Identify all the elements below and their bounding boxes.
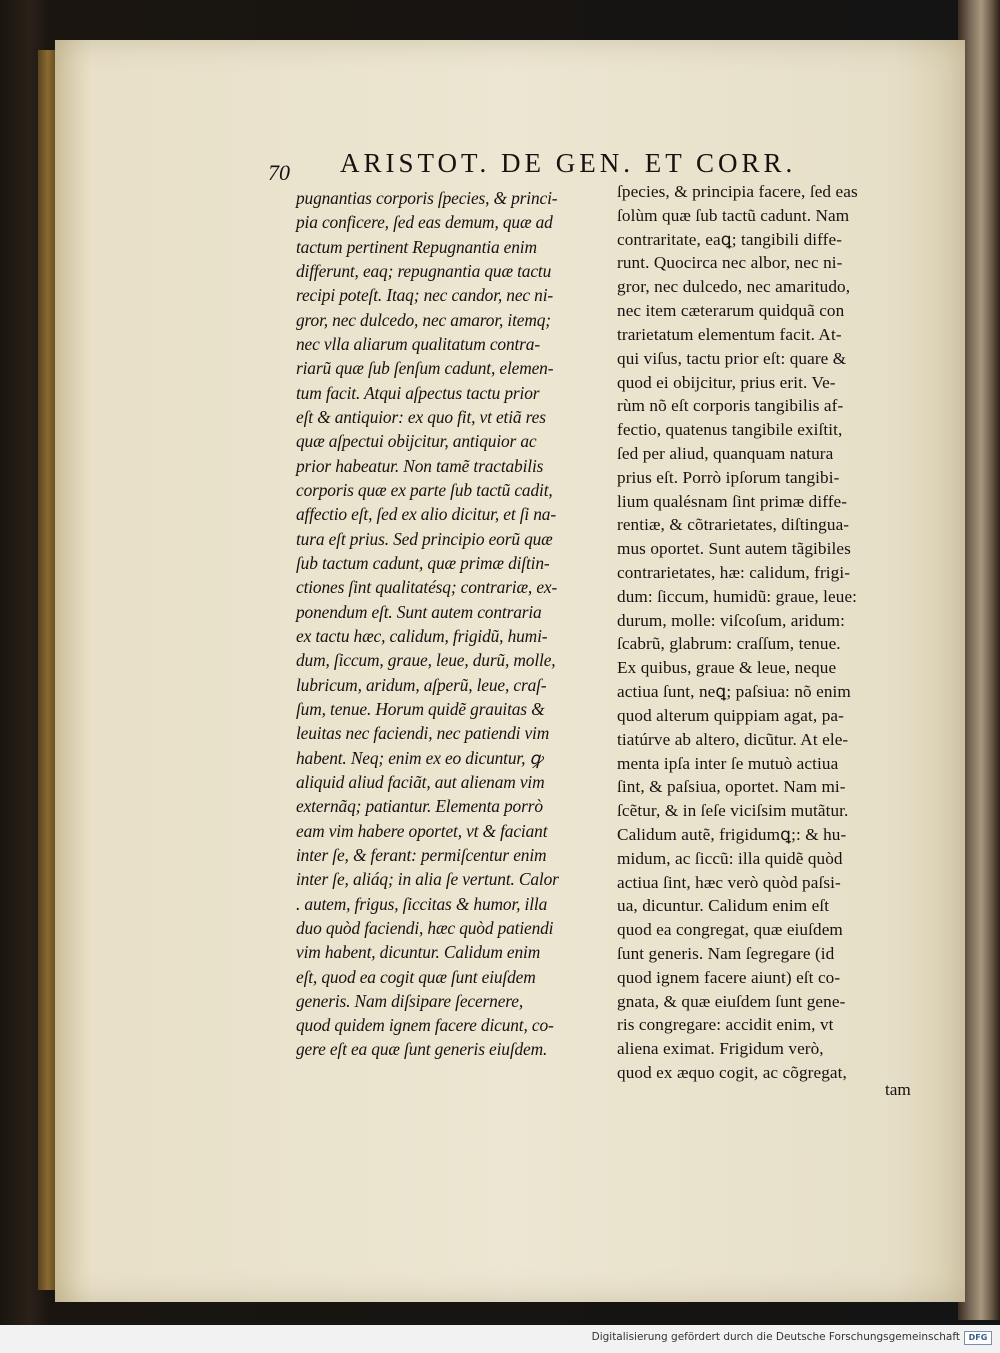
text-line: ſint, & paſsiua, oportet. Nam mi- <box>617 777 846 797</box>
text-line: eam vim habere oportet, vt & faciant <box>296 820 548 841</box>
text-line: quod ea congregat, quæ eiuſdem <box>617 920 843 940</box>
text-line: actiua ſunt, neꝗ; paſsiua: nõ enim <box>617 682 851 702</box>
text-line: nec item cæterarum quidquã con <box>617 301 845 321</box>
latin-translation-column <box>296 186 618 1062</box>
text-line: trarietatum elementum facit. At- <box>617 324 842 344</box>
text-line: corporis quæ ex parte ſub tactũ cadit, <box>296 479 553 500</box>
text-line: rùm nõ eſt corporis tangibilis af- <box>617 396 844 416</box>
text-line: ſcabrũ, glabrum: craſſum, tenue. <box>617 634 841 654</box>
text-line: gnata, & quæ eiuſdem ſunt gene- <box>617 991 846 1011</box>
text-line: tactum pertinent Repugnantia enim <box>296 236 537 257</box>
text-line: eſt & antiquior: ex quo fit, vt etiã res <box>296 406 546 427</box>
text-line: contrarietates, hæ: calidum, frigi- <box>617 563 851 582</box>
running-head: ARISTOT. DE GEN. ET CORR. <box>340 148 797 178</box>
text-line: vim habent, dicuntur. Calidum enim <box>296 942 541 963</box>
text-line: leuitas nec faciendi, nec patiendi vim <box>296 723 550 744</box>
text-line: contraritate, eaꝗ; tangibili diffe- <box>617 229 843 249</box>
text-line: Calidum autẽ, frigidumꝗ;: & hu- <box>617 824 847 844</box>
text-line: generis. Nam diſsipare ſecernere, <box>296 990 524 1011</box>
text-line: affectio eſt, ſed ex alio dicitur, et ſi na- <box>296 504 556 525</box>
text-line: fectio, quatenus tangibile exiſtit, <box>617 420 843 440</box>
latin-text-column <box>617 180 933 1085</box>
text-line: ſub tactum cadunt, quæ primæ diſtin- <box>296 552 550 573</box>
text-line: durum, molle: viſcoſum, aridum: <box>617 610 845 630</box>
text-line: ſed per aliud, quanquam natura <box>617 443 834 463</box>
text-line: quod ignem facere aiunt) eſt co- <box>617 967 841 987</box>
catchword: tam <box>885 1080 911 1099</box>
text-line: quod ex æquo cogit, ac cõgregat, <box>617 1063 847 1083</box>
text-line: lubricum, aridum, aſperũ, leue, craſ- <box>296 674 547 695</box>
text-line: pia conficere, ſed eas demum, quæ ad <box>296 212 553 233</box>
text-line: ſolùm quæ ſub tactũ cadunt. Nam <box>617 205 850 225</box>
text-line: differunt, eaq; repugnantia quæ tactu <box>296 260 552 281</box>
funding-credit: Digitalisierung gefördert durch die Deutsche Forschungsgemeinschaft <box>591 1331 960 1343</box>
text-line: ctiones ſint qualitatésq; contrariæ, ex- <box>296 577 558 598</box>
footer-bar <box>0 1325 1000 1353</box>
text-line: quæ aſpectui obijcitur, antiquior ac <box>296 431 537 452</box>
text-line: gere eſt ea quæ ſunt generis eiuſdem. <box>296 1039 548 1060</box>
text-line: . autem, frigus, ſiccitas & humor, illa <box>296 893 548 914</box>
page-number: 70 <box>268 160 290 185</box>
text-line: habent. Neq; enim ex eo dicuntur, ꝙ <box>296 747 543 768</box>
text-line: externãq; patiantur. Elementa porrò <box>296 796 543 817</box>
text-line: inter ſe, & ferant: permiſcentur enim <box>296 844 547 865</box>
text-line: duo quòd faciendi, hæc quòd patiendi <box>296 917 554 938</box>
text-line: nec vlla aliarum qualitatum contra- <box>296 333 540 354</box>
text-line: prius eſt. Porrò ipſorum tangibi- <box>617 467 840 487</box>
text-line: aliquid aliud faciãt, aut alienam vim <box>296 771 545 792</box>
text-line: aliena eximat. Frigidum verò, <box>617 1039 824 1059</box>
text-line: ponendum eſt. Sunt autem contraria <box>296 601 542 622</box>
text-line: midum, ac ſiccũ: illa quidẽ quòd <box>617 848 843 868</box>
text-line: ſcẽtur, & in ſeſe viciſsim mutãtur. <box>617 801 849 821</box>
text-line: recipi poteſt. Itaq; nec candor, nec ni- <box>296 285 554 306</box>
text-line: lium qualésnam ſint primæ diffe- <box>617 491 848 511</box>
text-line: ſum, tenue. Horum quidẽ grauitas & <box>296 698 545 719</box>
text-line: rentiæ, & cõtrarietates, diſtingua- <box>617 515 850 535</box>
text-line: menta ipſa inter ſe mutuò actiua <box>617 753 839 773</box>
text-line: ex tactu hæc, calidum, frigidũ, humi- <box>296 625 548 646</box>
text-line: pugnantias corporis ſpecies, & princi- <box>296 188 558 208</box>
text-line: ſpecies, & principia facere, ſed eas <box>617 182 858 201</box>
text-line: tiatúrve ab altero, dicũtur. At ele- <box>617 729 849 749</box>
text-line: inter ſe, aliáq; in alia ſe vertunt. Calor <box>296 869 559 890</box>
text-line: actiua ſint, hæc verò quòd paſsi- <box>617 872 841 892</box>
text-line: quod alterum quippiam agat, pa- <box>617 705 844 725</box>
text-line: dum: ſiccum, humidũ: graue, leue: <box>617 586 858 606</box>
text-line: Ex quibus, graue & leue, neque <box>617 658 837 678</box>
text-line: eſt, quod ea cogit quæ ſunt eiuſdem <box>296 966 536 987</box>
text-line: quod quidem ignem facere dicunt, co- <box>296 1015 554 1036</box>
text-line: dum, ſiccum, graue, leue, durũ, molle, <box>296 650 556 671</box>
text-line: riarũ quæ ſub ſenſum cadunt, elemen- <box>296 358 554 379</box>
text-line: prior habeatur. Non tamẽ tractabilis <box>296 455 544 476</box>
text-line: ua, dicuntur. Calidum enim eſt <box>617 896 830 916</box>
text-line: gror, nec dulcedo, nec amaror, itemq; <box>296 309 551 330</box>
text-line: ſunt generis. Nam ſegregare (id <box>617 944 835 963</box>
text-line: gror, nec dulcedo, nec amaritudo, <box>617 277 851 297</box>
text-line: qui viſus, tactu prior eſt: quare & <box>617 348 847 368</box>
text-line: mus oportet. Sunt autem tãgibiles <box>617 539 851 559</box>
text-line: tura eſt prius. Sed principio eorũ quæ <box>296 528 553 549</box>
text-line: quod ei obijcitur, prius erit. Ve- <box>617 372 836 392</box>
text-line: ris congregare: accidit enim, vt <box>617 1015 834 1035</box>
text-line: tum facit. Atqui aſpectus tactu prior <box>296 382 540 403</box>
dfg-logo: DFG <box>964 1331 992 1345</box>
text-line: runt. Quocirca nec albor, nec ni- <box>617 253 843 273</box>
